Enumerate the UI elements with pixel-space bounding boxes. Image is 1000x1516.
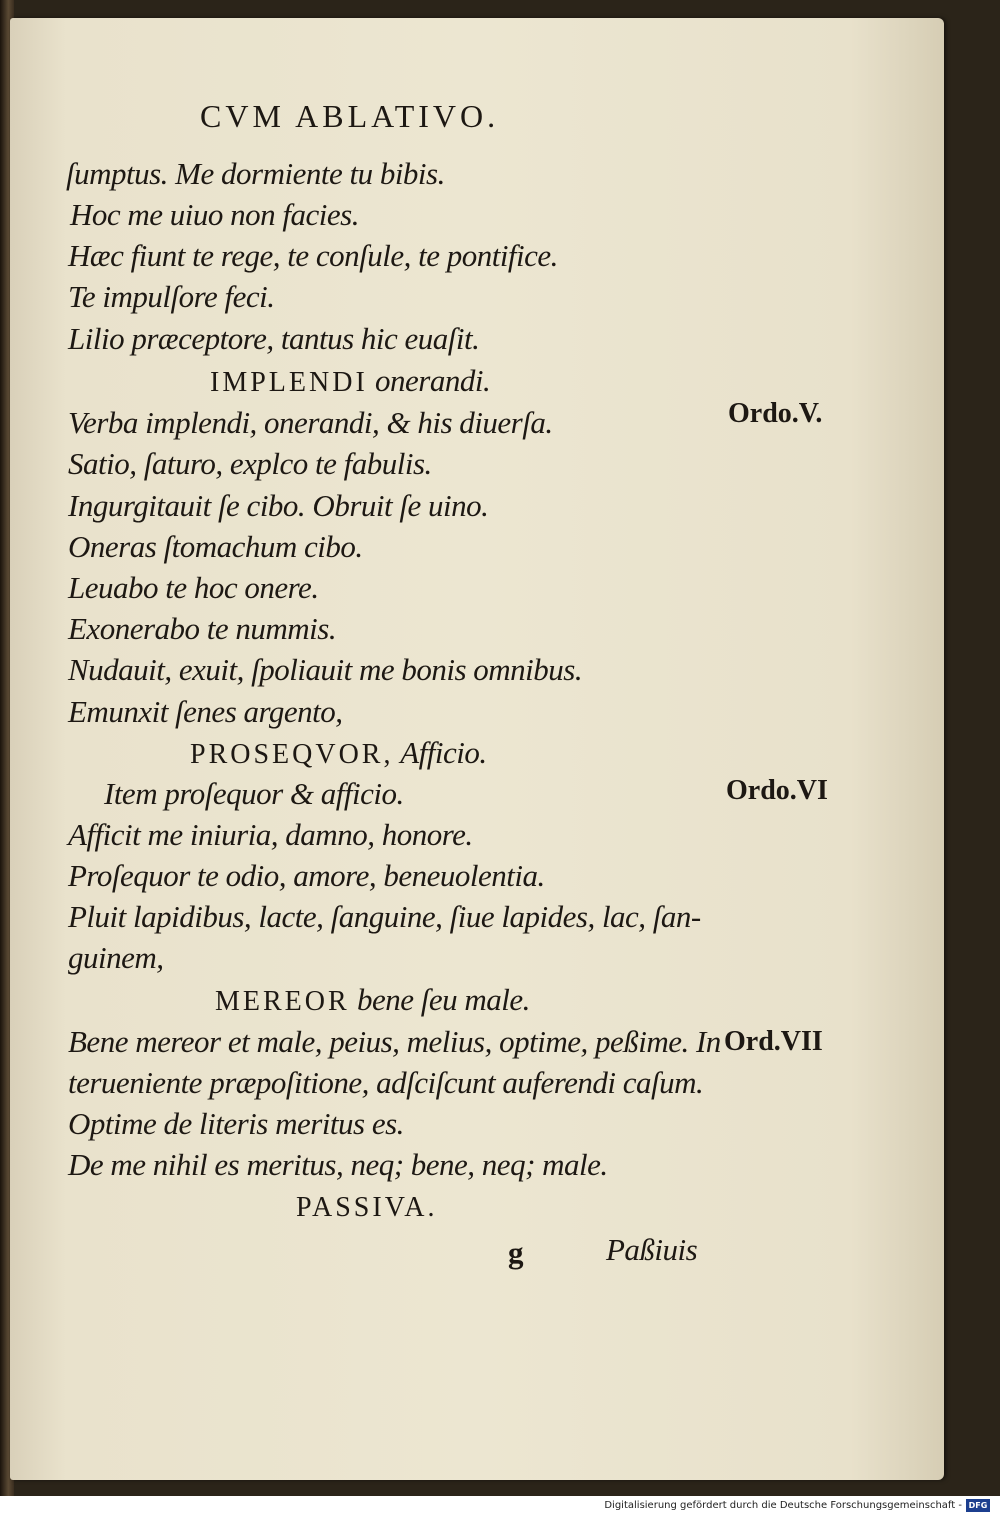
text-line: terueniente præpoſitione, adſciſcunt auferendi caſum. — [68, 1065, 704, 1100]
text-line: Leuabo te hoc onere. — [68, 570, 319, 605]
section-heading-implendi — [210, 363, 490, 399]
margin-note-ordo-vi: Ordo.VI — [726, 775, 828, 806]
heading-italic: bene ſeu male. — [356, 982, 530, 1017]
text-line: Lilio præceptore, tantus hic euaſit. — [68, 321, 480, 356]
dfg-logo: DFG — [966, 1499, 990, 1512]
text-line: Pluit lapidibus, lacte, ſanguine, ſiue lapides, lac, ſan- — [68, 899, 701, 934]
text-line: Exonerabo te nummis. — [68, 611, 337, 646]
heading-italic: Afficio. — [400, 735, 487, 770]
signature-mark: g — [508, 1235, 523, 1270]
text-line: Item proſequor & afficio. — [104, 776, 404, 811]
heading-caps: MEREOR — [215, 986, 350, 1017]
text-line: Optime de literis meritus es. — [68, 1106, 404, 1141]
text-line: Proſequor te odio, amore, beneuolentia. — [68, 858, 545, 893]
text-line: Verba implendi, onerandi, & his diuerſa. — [68, 405, 553, 440]
text-line: Emunxit ſenes argento, — [68, 694, 343, 729]
text-line: Ingurgitauit ſe cibo. Obruit ſe uino. — [68, 488, 489, 523]
section-heading-mereor — [215, 982, 530, 1018]
text-line: Afficit me iniuria, damno, honore. — [68, 817, 473, 852]
margin-note-ordo-vii: Ord.VII — [724, 1026, 823, 1057]
text-line: ſumptus. Me dormiente tu bibis. — [66, 156, 445, 191]
running-head: CVM ABLATIVO. — [200, 98, 500, 134]
section-heading-passiva: PASSIVA. — [296, 1192, 438, 1223]
heading-italic: onerandi. — [375, 363, 491, 398]
heading-caps: IMPLENDI — [210, 367, 368, 398]
text-line: Te impulſore feci. — [68, 279, 275, 314]
text-line: Hoc me uiuo non facies. — [70, 197, 359, 232]
text-line: Nudauit, exuit, ſpoliauit me bonis omnibus. — [68, 652, 583, 687]
footer-credit: Digitalisierung gefördert durch die Deutsche Forschungsgemeinschaft - — [604, 1500, 962, 1511]
text-line: guinem, — [68, 940, 164, 975]
text-line: Bene mereor et male, peius, melius, optime, peßime. In — [68, 1024, 721, 1059]
text-line: Hæc fiunt te rege, te conſule, te pontifice. — [68, 238, 558, 273]
heading-caps: PROSEQVOR, — [190, 739, 394, 770]
margin-note-ordo-v: Ordo.V. — [728, 398, 823, 429]
text-line: Oneras ſtomachum cibo. — [68, 529, 363, 564]
section-heading-prosequor — [190, 735, 487, 771]
catchword: Paßiuis — [606, 1232, 698, 1267]
text-line: Satio, ſaturo, explco te fabulis. — [68, 446, 432, 481]
text-line: De me nihil es meritus, neq; bene, neq; male. — [68, 1147, 608, 1182]
